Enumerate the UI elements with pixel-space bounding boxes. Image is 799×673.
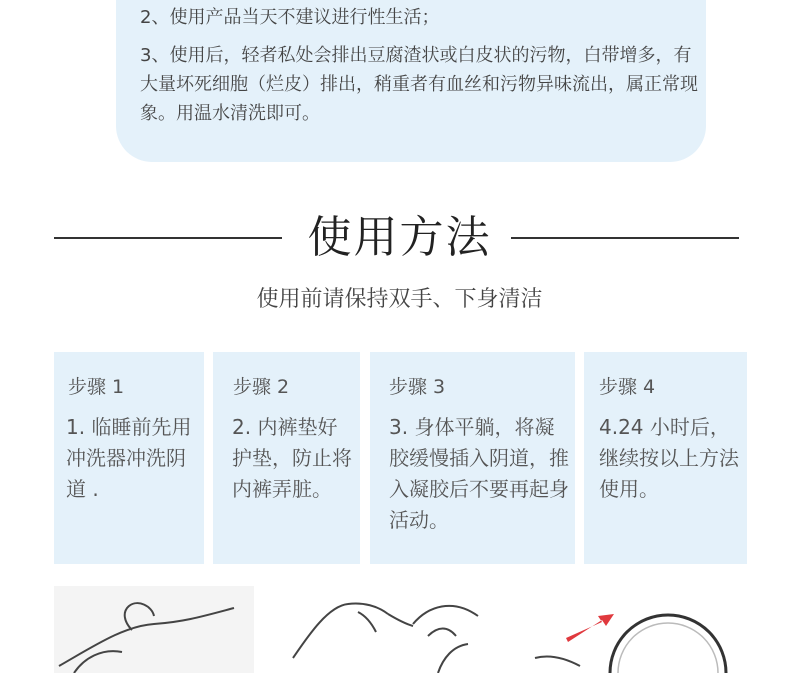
step-card-3 [370,352,575,564]
hands-illustration [288,586,493,673]
step-card-4 [584,352,747,564]
step-title: 步骤 4 [599,376,656,398]
step-card-2 [213,352,360,564]
arrow-icon [566,614,614,642]
step-title: 步骤 3 [389,376,446,398]
step-text: 1. 临睡前先用冲洗器冲洗阴道 . [66,415,192,501]
applicator-illustration [530,586,730,673]
rinse-illustration [54,586,254,673]
note-item-2: 2、使用产品当天不建议进行性生活； [140,7,440,28]
section-header [0,206,799,270]
note-item-3: 3、使用后，轻者私处会排出豆腐渣状或白皮状的污物，白带增多，有大量坏死细胞（烂皮）排出，稍重者有血丝和污物异味流出，属正常现象。用温水清洗即可。 [140,45,698,124]
section-title: 使用方法 [307,212,492,263]
step-title: 步骤 2 [233,376,290,398]
step-text: 3. 身体平躺，将凝胶缓慢插入阴道，推入凝胶后不要再起身活动。 [389,415,569,532]
step-text: 4.24 小时后，继续按以上方法使用。 [599,415,739,501]
title-divider-right [511,237,739,239]
section-subtitle: 使用前请保持双手、下身清洁 [256,287,543,312]
step-title: 步骤 1 [68,376,125,398]
step-card-1 [54,352,204,564]
step-text: 2. 内裤垫好护垫，防止将内裤弄脏。 [232,415,352,501]
